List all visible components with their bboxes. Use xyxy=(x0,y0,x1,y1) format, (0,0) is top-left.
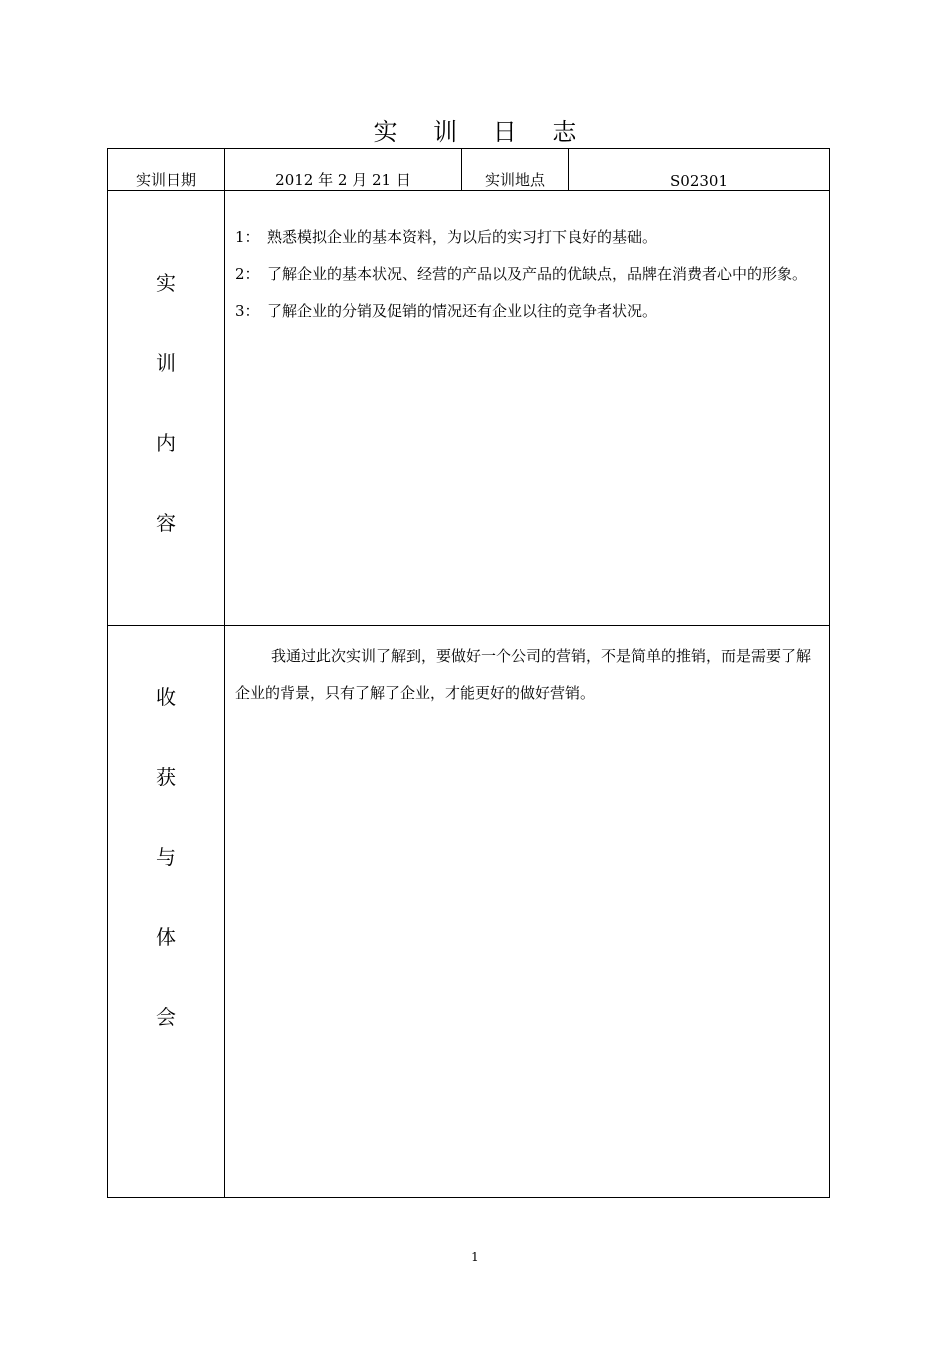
content-label-cell xyxy=(108,191,225,626)
content-item xyxy=(235,293,819,330)
content-item xyxy=(235,256,819,293)
content-label-char: 内 xyxy=(156,431,176,455)
date-value: 2012 年 2 月 21 日 xyxy=(225,149,462,191)
content-label-char: 实 xyxy=(156,271,176,295)
harvest-row xyxy=(108,626,830,1198)
harvest-label-char: 会 xyxy=(156,1005,176,1029)
content-item-text: 了解企业的分销及促销的情况还有企业以往的竞争者状况。 xyxy=(267,302,658,320)
harvest-body-cell xyxy=(225,626,830,1198)
harvest-label-char: 与 xyxy=(156,845,176,869)
content-label-char: 训 xyxy=(156,351,176,375)
harvest-label-cell xyxy=(108,626,225,1198)
content-item xyxy=(235,219,819,256)
harvest-label-char: 体 xyxy=(156,925,176,949)
content-vertical-label xyxy=(108,191,224,593)
document-title: 实 训 日 志 xyxy=(373,118,591,146)
page-number: 1 xyxy=(471,1250,479,1264)
content-item-number: 1： xyxy=(235,228,260,246)
header-row xyxy=(108,149,830,191)
content-item-text: 熟悉模拟企业的基本资料，为以后的实习打下良好的基础。 xyxy=(267,228,658,246)
harvest-label-char: 获 xyxy=(156,765,176,789)
harvest-paragraph: 我通过此次实训了解到，要做好一个公司的营销，不是简单的推销，而是需要了解企业的背景，只有了解了企业，才能更好的做好营销。 xyxy=(235,647,812,702)
harvest-vertical-label xyxy=(108,626,224,1087)
content-item-number: 2： xyxy=(235,265,260,283)
location-label: 实训地点 xyxy=(462,149,569,191)
content-label-char: 容 xyxy=(156,511,176,535)
content-item-text: 了解企业的基本状况、经营的产品以及产品的优缺点，品牌在消费者心中的形象。 xyxy=(267,265,808,283)
content-row xyxy=(108,191,830,626)
training-log-table xyxy=(107,148,830,1198)
location-value: S02301 xyxy=(569,149,830,191)
content-item-number: 3： xyxy=(235,302,260,320)
date-label: 实训日期 xyxy=(108,149,225,191)
harvest-label-char: 收 xyxy=(156,685,176,709)
content-body-cell xyxy=(225,191,830,626)
